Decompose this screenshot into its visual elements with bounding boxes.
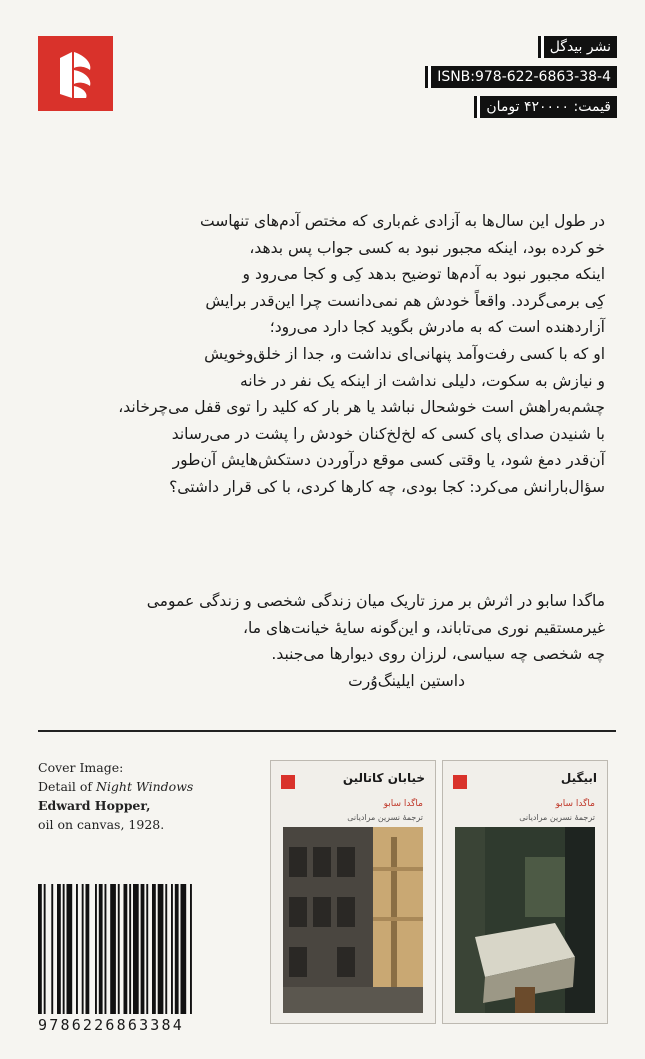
blurb-paragraph-1 [40, 208, 605, 501]
barcode-bar [175, 884, 179, 1014]
publisher-logo-icon [38, 36, 113, 111]
barcode-bar [181, 884, 187, 1014]
barcode-bar [110, 884, 116, 1014]
blurb-line: و نیازش به سکوت، دلیلی نداشت از اینکه یک نفر در خانه [239, 371, 605, 390]
blurb-line: غیرمستقیم نوری می‌تاباند، و این‌گونه سایهٔ خیانت‌های ما، [243, 618, 605, 637]
blurb-line: کِی برمی‌گردد. واقعاً خودش هم نمی‌دانست چرا این‌قدر برایش [205, 291, 605, 310]
cover-image-credit [38, 758, 228, 834]
barcode-bar [165, 884, 167, 1014]
credit-detail [38, 777, 228, 796]
barcode-bar [63, 884, 65, 1014]
book-translator: ترجمهٔ نسرین مرادیانی [347, 813, 423, 822]
barcode-bar [118, 884, 120, 1014]
book-logo-icon [453, 775, 467, 789]
barcode-digits: 9786226863384 [38, 1016, 184, 1034]
barcode-bar [124, 884, 128, 1014]
blurb-line: چه شخصی چه سیاسی، لرزان روی دیوارها می‌جنبد. [271, 645, 605, 664]
barcode-bar [190, 884, 192, 1014]
review-author: داستین ایلینگ‌وُرت [348, 671, 465, 690]
credit-artwork-title: Night Windows [96, 779, 194, 794]
blurb-line: خو کرده بود، اینکه مجبور نبود به کسی جواب پس بدهد، [249, 238, 605, 257]
book-title: خیابان کاتالین [342, 771, 425, 785]
barcode-bar [82, 884, 84, 1014]
barcode-bar [95, 884, 97, 1014]
credit-medium: oil on canvas, 1928. [38, 817, 165, 832]
blurb-line: چشم‌به‌راهش است خوشحال نباشد یا هر بار که کلید را توی قفل می‌چرخاند، [118, 398, 605, 417]
barcode-bar [44, 884, 46, 1014]
barcode-bar [129, 884, 131, 1014]
blurb-line: سؤال‌بارانش می‌کرد: کجا بودی، چه کارها کردی، با کی قرار داشتی؟ [169, 477, 605, 496]
barcode-bar [57, 884, 61, 1014]
publisher-info [428, 36, 617, 118]
blurb-line: آزاردهنده است که به مادرش بگوید کجا دارد می‌رود؛ [269, 318, 605, 337]
book-title: ابیگیل [560, 771, 597, 785]
barcode-bar [105, 884, 107, 1014]
book-translator: ترجمهٔ نسرین مرادیانی [519, 813, 595, 822]
book-cover-painting [455, 827, 595, 1013]
credit-artist: Edward Hopper, [38, 798, 151, 813]
blurb-line: ماگدا سابو در اثرش بر مرز تاریک میان زندگی شخصی و زندگی عمومی [146, 592, 605, 610]
barcode [38, 884, 250, 1019]
blurb-line: او که با کسی رفت‌وآمد پنهانی‌ای نداشت و، جدا از خلق‌وخویش [204, 344, 605, 363]
book-cover-abigail [442, 760, 608, 1024]
book-cover-khiaban-katalin [270, 760, 436, 1024]
book-author: ماگدا سابو [383, 799, 423, 809]
publisher-logo [38, 36, 113, 111]
credit-detail-prefix: Detail of [38, 779, 96, 794]
blurb-line: در طول این سال‌ها به آزادی غم‌باری که مختص آدم‌های تنهاست [200, 212, 605, 230]
publisher-name: نشر بیدگل [541, 36, 617, 58]
blurb-line: آن‌قدر دمغ شود، یا وقتی کسی موقع درآوردن دستکش‌هایش آن‌طور [172, 451, 605, 470]
barcode-bar [38, 884, 42, 1014]
book-author: ماگدا سابو [555, 799, 595, 809]
isbn: ISNB:978-622-6863-38-4 [428, 66, 617, 88]
credit-heading: Cover Image: [38, 760, 124, 775]
barcode-bar [86, 884, 90, 1014]
barcode-bar [67, 884, 73, 1014]
barcode-bar [99, 884, 103, 1014]
blurb-line: اینکه مجبور نبود به آدم‌ها توضیح بدهد کِی و کجا می‌رود و [242, 265, 605, 284]
book-logo-icon [281, 775, 295, 789]
barcode-bar [152, 884, 156, 1014]
barcode-bar [51, 884, 53, 1014]
section-divider [38, 730, 616, 732]
barcode-bar [133, 884, 139, 1014]
book-cover-painting [283, 827, 423, 1013]
barcode-bar [76, 884, 78, 1014]
barcode-bar [158, 884, 164, 1014]
barcode-bar [141, 884, 145, 1014]
barcode-bar [146, 884, 148, 1014]
price: قیمت: ۴۲۰۰۰۰ تومان [477, 96, 617, 118]
barcode-bar [171, 884, 173, 1014]
blurb-paragraph-2 [40, 588, 605, 694]
blurb-line: با شنیدن صدای پای کسی که لخ‌لخ‌کنان خودش را پشت در می‌رساند [171, 424, 605, 443]
